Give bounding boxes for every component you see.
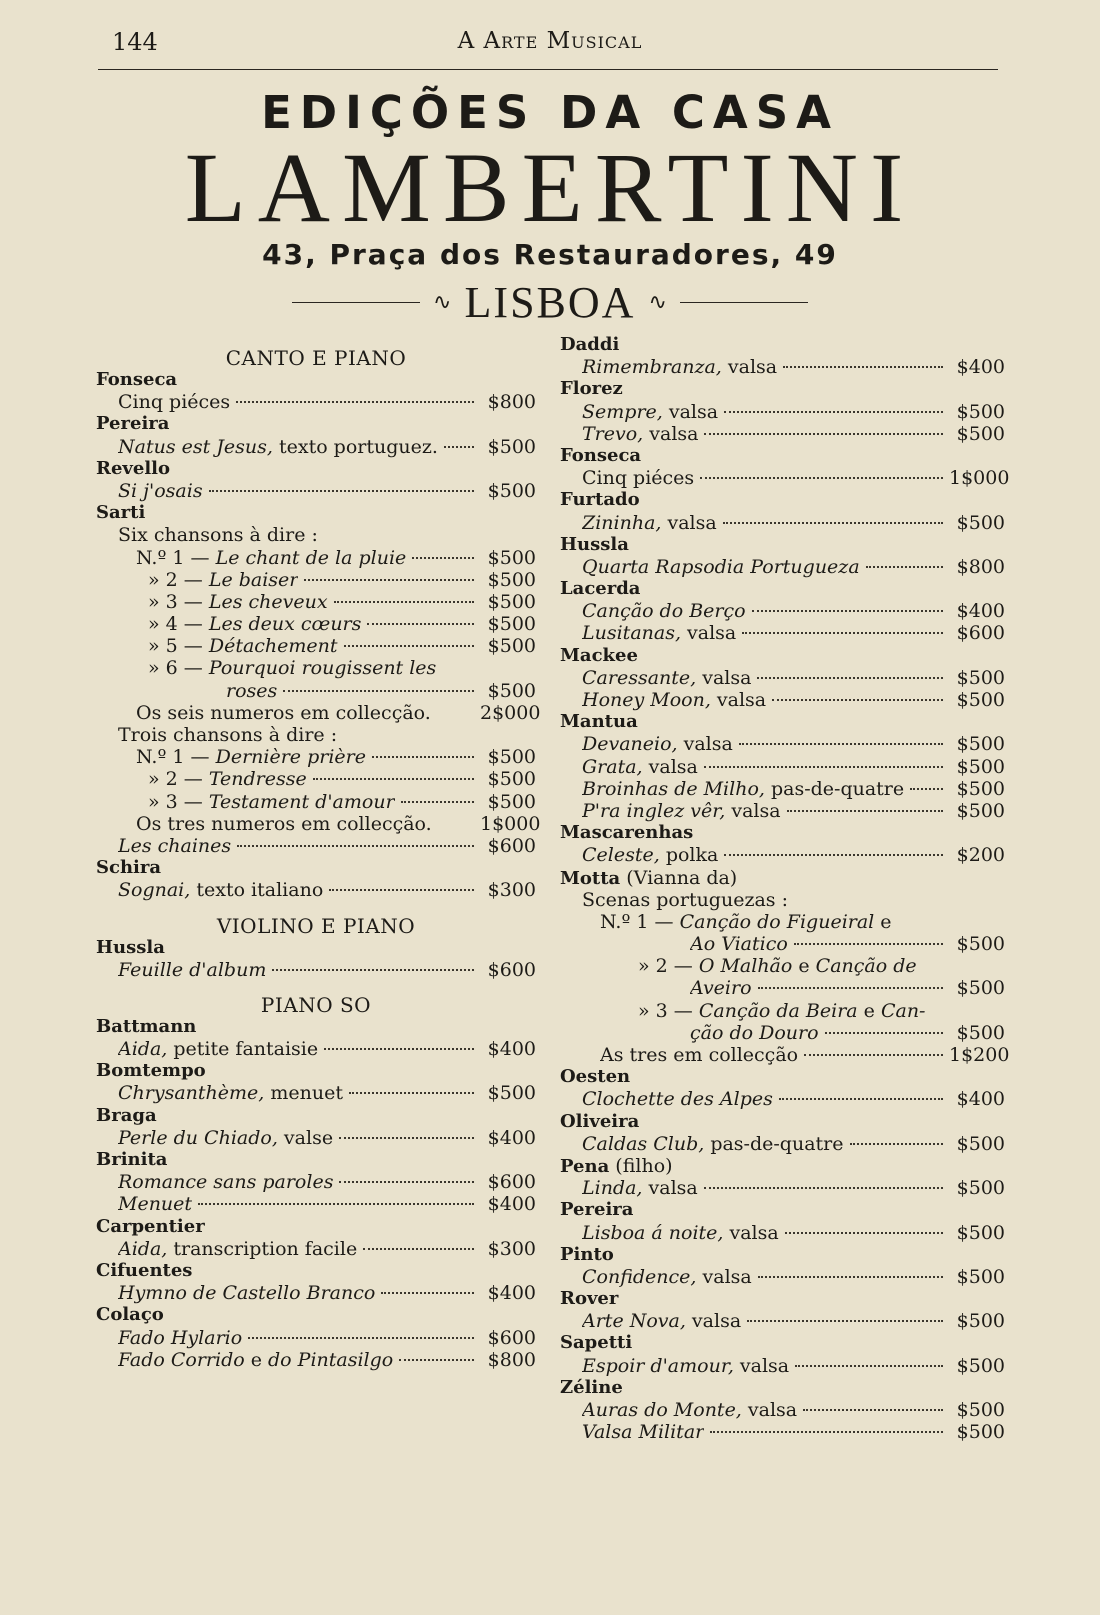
catalog-entry: [560, 1177, 1005, 1199]
catalog-entry-line1: » 6 — Pourquoi rougissent les: [148, 657, 437, 680]
entry-price: $600: [487, 1171, 536, 1194]
entry-title: N.º 1 — Le chant de la pluie: [136, 546, 407, 569]
catalog-entry: [560, 1222, 1005, 1244]
entry-price: $500: [956, 733, 1005, 756]
entry-price: $400: [956, 356, 1005, 379]
collection-intro: Scenas portuguezas :: [582, 888, 788, 911]
entry-title: Rimembranza, valsa: [582, 356, 778, 379]
entry-title: N.º 1 — Dernière prière: [136, 746, 366, 769]
entry-title: As tres em collecção: [600, 1044, 799, 1066]
entry-title: Caressante, valsa: [582, 666, 752, 689]
composer-name: Pereira: [560, 1199, 634, 1221]
catalog-entry: [560, 401, 1005, 423]
entry-title: Honey Moon, valsa: [582, 689, 767, 711]
divider-rule: [292, 302, 420, 303]
composer-name: Brinita: [96, 1149, 168, 1170]
catalog-entry: [560, 756, 1005, 778]
entry-title: » 2 — Le baiser: [148, 568, 299, 591]
catalog-entry: [96, 613, 536, 635]
entry-title: Les chaines: [118, 834, 232, 857]
entry-price: $500: [956, 689, 1005, 711]
catalog-entry: [96, 480, 536, 502]
journal-title: A Arte Musical: [457, 28, 643, 54]
catalog-entry: [560, 1022, 1005, 1044]
collection-intro: Trois chansons à dire :: [118, 724, 338, 746]
entry-title: Sempre, valsa: [582, 400, 719, 423]
right-column: [560, 334, 1010, 1444]
entry-price: $500: [956, 511, 1005, 534]
entry-price: $500: [956, 1021, 1005, 1044]
catalog-entry: [560, 667, 1005, 689]
entry-title: » 5 — Détachement: [148, 635, 338, 658]
catalog-entry: [96, 959, 536, 981]
entry-title: » 3 — Les cheveux: [148, 590, 328, 613]
entry-price: $800: [487, 1348, 536, 1371]
page-number: 144: [112, 28, 158, 56]
section-heading: CANTO E PIANO: [225, 346, 407, 370]
entry-title: Grata, valsa: [582, 755, 698, 778]
entry-title: Arte Nova, valsa: [582, 1310, 742, 1333]
composer-name: Bomtempo: [96, 1060, 206, 1082]
composer-name: Hussla: [96, 936, 165, 958]
catalog-entry: [560, 778, 1005, 800]
entry-title: Linda, valsa: [582, 1177, 698, 1200]
entry-title: Chrysanthème, menuet: [118, 1082, 343, 1105]
composer-name: Motta (Vianna da): [560, 866, 738, 889]
composer-name: Fonseca: [560, 444, 642, 466]
entry-price: $500: [487, 768, 536, 791]
entry-title: Clochette des Alpes: [582, 1088, 773, 1111]
catalog-entry: [560, 512, 1005, 534]
entry-price: $400: [487, 1282, 536, 1305]
entry-title: Lusitanas, valsa: [582, 622, 737, 645]
entry-price: $200: [956, 844, 1005, 867]
catalog-entry: [96, 835, 536, 857]
catalog-entry: [560, 1133, 1005, 1155]
entry-title: Perle du Chiado, valse: [118, 1126, 334, 1149]
entry-price: $500: [487, 479, 536, 502]
entry-price: 1$000: [949, 467, 1010, 490]
entry-price: $400: [487, 1038, 536, 1061]
collection-entry: [560, 1044, 1010, 1066]
entry-title: » 2 — Tendresse: [148, 768, 307, 791]
catalog-entry: [560, 733, 1005, 755]
entry-price: $500: [956, 1310, 1005, 1333]
entry-title: Romance sans paroles: [118, 1171, 334, 1194]
entry-title: ção do Douro: [690, 1021, 819, 1044]
entry-price: 2$000: [480, 701, 541, 724]
entry-price: $500: [956, 1399, 1005, 1421]
catalog-entry: [560, 600, 1005, 622]
entry-title: Canção do Berço: [582, 600, 746, 623]
composer-name: Pereira: [96, 413, 170, 435]
divider-rule: [680, 302, 808, 303]
composer-name: Fonseca: [96, 369, 178, 390]
entry-price: $600: [487, 834, 536, 857]
composer-name: Sarti: [96, 502, 146, 524]
composer-name: Rover: [560, 1288, 619, 1310]
composer-name: Cifuentes: [96, 1259, 193, 1281]
catalog-entry: [560, 1088, 1005, 1110]
composer-name: Zéline: [560, 1376, 623, 1398]
entry-price: $400: [956, 1088, 1005, 1111]
entry-price: $500: [956, 799, 1005, 822]
entry-price: $500: [956, 1132, 1005, 1155]
entry-title: Espoir d'amour, valsa: [582, 1354, 790, 1377]
header-rule: [98, 69, 998, 70]
catalog-entry-line1: N.º 1 — Canção do Figueiral e: [600, 910, 892, 933]
entry-price: $500: [956, 777, 1005, 800]
entry-price: $500: [487, 568, 536, 591]
entry-price: $500: [956, 1354, 1005, 1377]
entry-title: Cinq piéces: [118, 391, 231, 414]
catalog-entry: [96, 1193, 536, 1215]
entry-title: Devaneio, valsa: [582, 733, 733, 756]
entry-price: $500: [956, 1221, 1005, 1244]
catalog-entry: [96, 635, 536, 657]
catalog-entry: [560, 977, 1005, 999]
entry-title: Confidence, valsa: [582, 1265, 752, 1288]
entry-title: » 4 — Les deux cœurs: [148, 613, 362, 636]
collection-entry: [96, 812, 541, 835]
entry-price: $500: [956, 1177, 1005, 1200]
composer-name: Braga: [96, 1104, 157, 1126]
entry-title: Celeste, polka: [582, 844, 719, 867]
entry-title: Os tres numeros em collecção.: [136, 812, 432, 835]
composer-name: Battmann: [96, 1015, 197, 1037]
composer-name: Furtado: [560, 489, 640, 511]
composer-name: Sapetti: [560, 1332, 633, 1354]
entry-title: Aida, petite fantaisie: [118, 1038, 319, 1061]
entry-price: $500: [487, 679, 536, 702]
entry-title: Caldas Club, pas-de-quatre: [582, 1132, 844, 1155]
entry-price: $400: [487, 1193, 536, 1216]
entry-title: Quarta Rapsodia Portugueza: [582, 555, 860, 578]
catalog-entry: [96, 1082, 536, 1104]
advert-address: 43, Praça dos Restauradores, 49: [262, 238, 838, 271]
entry-title: Trevo, valsa: [582, 422, 699, 445]
composer-name: Schira: [96, 857, 162, 879]
entry-price: $500: [956, 977, 1005, 1000]
entry-price: $500: [956, 400, 1005, 423]
catalog-entry-line1: » 3 — Canção da Beira e Can-: [638, 999, 926, 1022]
composer-name: Daddi: [560, 334, 620, 355]
entry-price: $500: [487, 435, 536, 458]
catalog-entry: [96, 1238, 536, 1260]
left-column: [96, 334, 541, 1371]
entry-title: Os seis numeros em collecção.: [136, 701, 431, 724]
entry-title: Feuille d'album: [118, 958, 267, 981]
composer-name: Mackee: [560, 644, 638, 666]
catalog-entry: [560, 356, 1005, 378]
catalog-entry-line1: » 2 — O Malhão e Canção de: [638, 955, 917, 978]
entry-title: Lisboa á noite, valsa: [582, 1221, 779, 1244]
catalog-entry: [560, 1421, 1005, 1443]
catalog-entry: [96, 1282, 536, 1304]
catalog-entry: [560, 800, 1005, 822]
catalog-entry: [96, 1349, 536, 1371]
entry-title: Sognai, texto italiano: [118, 879, 324, 902]
catalog-entry: [96, 768, 536, 790]
advert-city: LISBOA: [464, 278, 636, 327]
catalog-entry: [96, 1171, 536, 1193]
entry-title: Auras do Monte, valsa: [582, 1399, 798, 1421]
entry-price: $500: [487, 590, 536, 613]
entry-price: $600: [487, 958, 536, 981]
catalog-entry: [560, 689, 1005, 711]
catalog-entry: [560, 1355, 1005, 1377]
composer-name: Hussla: [560, 533, 629, 555]
composer-name: Pinto: [560, 1243, 614, 1265]
catalog-entry: [560, 467, 1010, 490]
entry-title: Natus est Jesus, texto portuguez.: [118, 435, 438, 458]
entry-price: $500: [956, 422, 1005, 445]
entry-title: » 3 — Testament d'amour: [148, 790, 395, 813]
entry-price: $400: [956, 600, 1005, 623]
advert-publisher: LAMBERTINI: [184, 132, 916, 243]
entry-title: Fado Hylario: [118, 1326, 243, 1349]
composer-name: Pena (filho): [560, 1154, 673, 1177]
entry-price: $600: [487, 1326, 536, 1349]
entry-price: $500: [956, 933, 1005, 956]
composer-name: Florez: [560, 378, 623, 400]
catalog-entry: [96, 591, 536, 613]
entry-title: Menuet: [118, 1193, 193, 1216]
catalog-entry: [560, 1310, 1005, 1332]
entry-price: $500: [487, 613, 536, 636]
catalog-entry: [560, 556, 1005, 578]
flourish-ornament-icon: ∿: [433, 290, 452, 315]
entry-title: Aida, transcription facile: [118, 1237, 358, 1260]
entry-price: $500: [487, 1082, 536, 1105]
catalog-entry: [96, 1327, 536, 1349]
composer-name: Mascarenhas: [560, 822, 694, 844]
entry-price: $400: [487, 1126, 536, 1149]
catalog-entry: [560, 844, 1005, 866]
catalog-entry: [96, 391, 536, 413]
catalog-entry: [96, 746, 536, 768]
collection-entry: [96, 701, 541, 724]
entry-title: Broinhas de Milho, pas-de-quatre: [582, 777, 905, 800]
catalog-entry: [560, 622, 1005, 644]
entry-title: Hymno de Castello Branco: [118, 1282, 376, 1305]
entry-price: $500: [487, 746, 536, 769]
catalog-entry: [96, 791, 536, 813]
entry-price: $600: [956, 622, 1005, 645]
entry-price: $500: [956, 1421, 1005, 1444]
composer-name: Colaço: [96, 1304, 164, 1326]
flourish-ornament-icon: ∿: [648, 290, 667, 315]
composer-name: Oesten: [560, 1066, 631, 1088]
composer-name: Lacerda: [560, 578, 641, 600]
catalog-entry: [96, 547, 536, 569]
composer-name: Revello: [96, 457, 171, 479]
entry-price: 1$000: [480, 812, 541, 835]
catalog-entry: [560, 1266, 1005, 1288]
section-heading: PIANO SO: [260, 992, 372, 1017]
composer-name: Carpentier: [96, 1215, 205, 1237]
catalog-entry: [96, 1127, 536, 1149]
catalog-entry: [560, 423, 1005, 445]
entry-title: roses: [226, 679, 278, 702]
entry-title: Si j'osais: [118, 479, 203, 502]
section-heading: VIOLINO E PIANO: [216, 913, 416, 938]
entry-price: $300: [487, 879, 536, 902]
entry-price: $800: [956, 555, 1005, 578]
entry-price: $500: [487, 635, 536, 658]
entry-price: $500: [956, 666, 1005, 689]
collection-intro: Six chansons à dire :: [118, 524, 318, 547]
entry-title: P'ra inglez vêr, valsa: [582, 799, 781, 822]
entry-title: Valsa Militar: [582, 1421, 705, 1444]
composer-name: Mantua: [560, 711, 638, 733]
entry-price: $500: [487, 546, 536, 569]
entry-title: Cinq piéces: [582, 467, 695, 490]
entry-price: $300: [487, 1237, 536, 1260]
running-header: [0, 28, 1100, 58]
entry-price: $500: [487, 790, 536, 813]
entry-title: Fado Corrido e do Pintasilgo: [118, 1348, 394, 1371]
catalog-entry: [96, 436, 536, 458]
entry-title: Zininha, valsa: [582, 511, 717, 534]
catalog-entry: [560, 1399, 1005, 1421]
catalog-entry: [96, 879, 536, 901]
entry-price: 1$200: [949, 1044, 1010, 1066]
advert-city-line: [0, 277, 1100, 327]
advert-heading: EDIÇÕES DA CASA: [261, 86, 839, 139]
catalog-entry: [96, 680, 536, 702]
entry-title: Ao Viatico: [690, 933, 788, 956]
entry-price: $500: [956, 1265, 1005, 1288]
catalog-entry: [560, 933, 1005, 955]
entry-price: $500: [956, 755, 1005, 778]
composer-name: Oliveira: [560, 1110, 640, 1132]
entry-price: $800: [487, 391, 536, 414]
catalog-entry: [96, 1038, 536, 1060]
catalog-entry: [96, 569, 536, 591]
entry-title: Aveiro: [690, 977, 752, 1000]
